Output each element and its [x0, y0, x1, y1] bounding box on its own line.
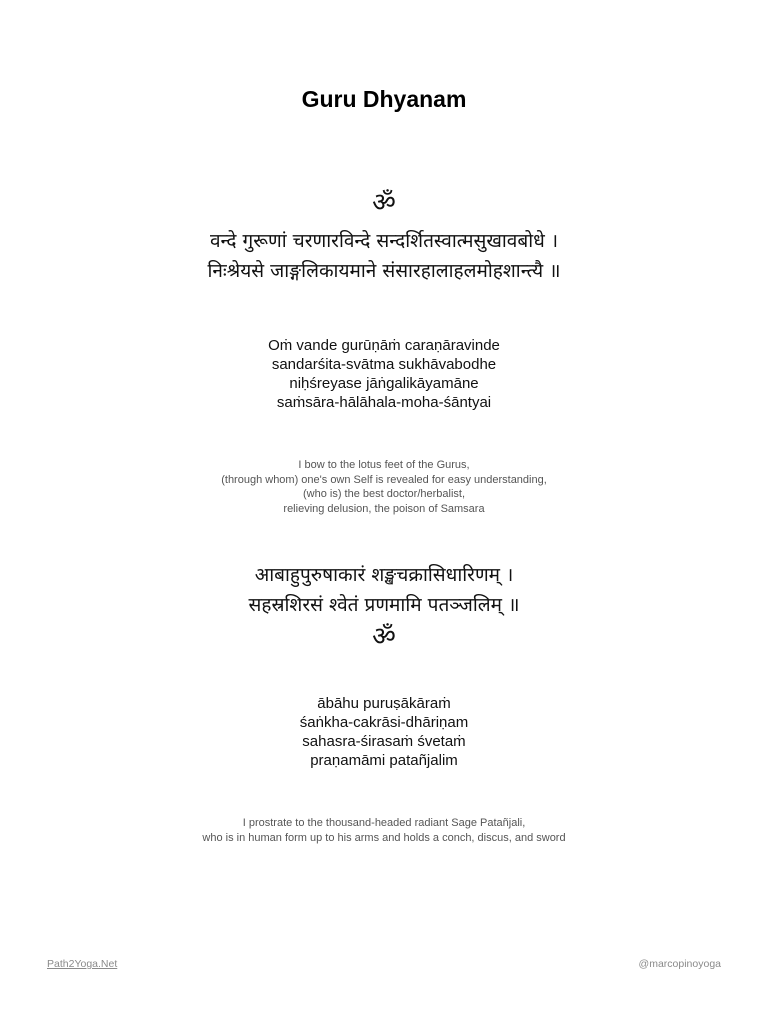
verse1-translation-line: relieving delusion, the poison of Samsara [283, 502, 485, 515]
footer-handle: @marcopinoyoga [638, 958, 721, 970]
footer-site-link[interactable]: Path2Yoga.Net [47, 958, 118, 970]
page-title: Guru Dhyanam [301, 86, 467, 112]
verse1-transliteration [0, 336, 768, 412]
verse1-translit-line: saṁsāra-hālāhala-moha-śāntyai [276, 394, 492, 411]
om-symbol-bottom: ॐ [372, 622, 396, 652]
verse1-translation-line: (who is) the best doctor/herbalist, [302, 488, 466, 500]
verse2-transliteration [0, 694, 768, 770]
verse1-translation [0, 458, 768, 516]
verse1-translation-line: I bow to the lotus feet of the Gurus, [298, 459, 470, 471]
verse1-translit-line: niḥśreyase jāṅgalikāyamāne [289, 375, 479, 392]
verse2-translit-line: sahasra-śirasaṁ śvetaṁ [302, 733, 466, 750]
verse1-translation-line: (through whom) one's own Self is revealed for easy understanding, [221, 473, 547, 486]
verse1-devanagari-line: वन्दे गुरूणां चरणारविन्दे सन्दर्शितस्वात्मसुखावबोधे । [209, 230, 559, 252]
verse1-devanagari [0, 226, 768, 286]
verse2-translation-line: I prostrate to the thousand-headed radiant Sage Patañjali, [242, 817, 526, 829]
verse2-devanagari-line: सहस्रशिरसं श्वेतं प्रणमामि पतञ्जलिम् ॥ [248, 594, 520, 616]
verse2-devanagari-line: आबाहुपुरुषाकारं शङ्खचक्रासिधारिणम् । [254, 564, 514, 586]
verse2-translit-line: praṇamāmi patañjalim [310, 752, 458, 769]
verse1-translit-line: sandarśita-svātma sukhāvabodhe [271, 356, 497, 373]
verse1-devanagari-line: निःश्रेयसे जाङ्गलिकायमाने संसारहालाहलमोहशान्त्यै ॥ [207, 260, 561, 282]
verse1-translit-line: Oṁ vande gurūṇāṁ caraṇāravinde [268, 337, 500, 354]
verse2-translation [0, 816, 768, 845]
verse2-translit-line: ābāhu puruṣākāraṁ [317, 695, 451, 712]
verse2-translit-line: śaṅkha-cakrāsi-dhāriṇam [299, 714, 469, 731]
verse2-translation-line: who is in human form up to his arms and holds a conch, discus, and sword [202, 831, 566, 844]
om-symbol-top: ॐ [372, 188, 396, 218]
verse2-devanagari [0, 560, 768, 620]
